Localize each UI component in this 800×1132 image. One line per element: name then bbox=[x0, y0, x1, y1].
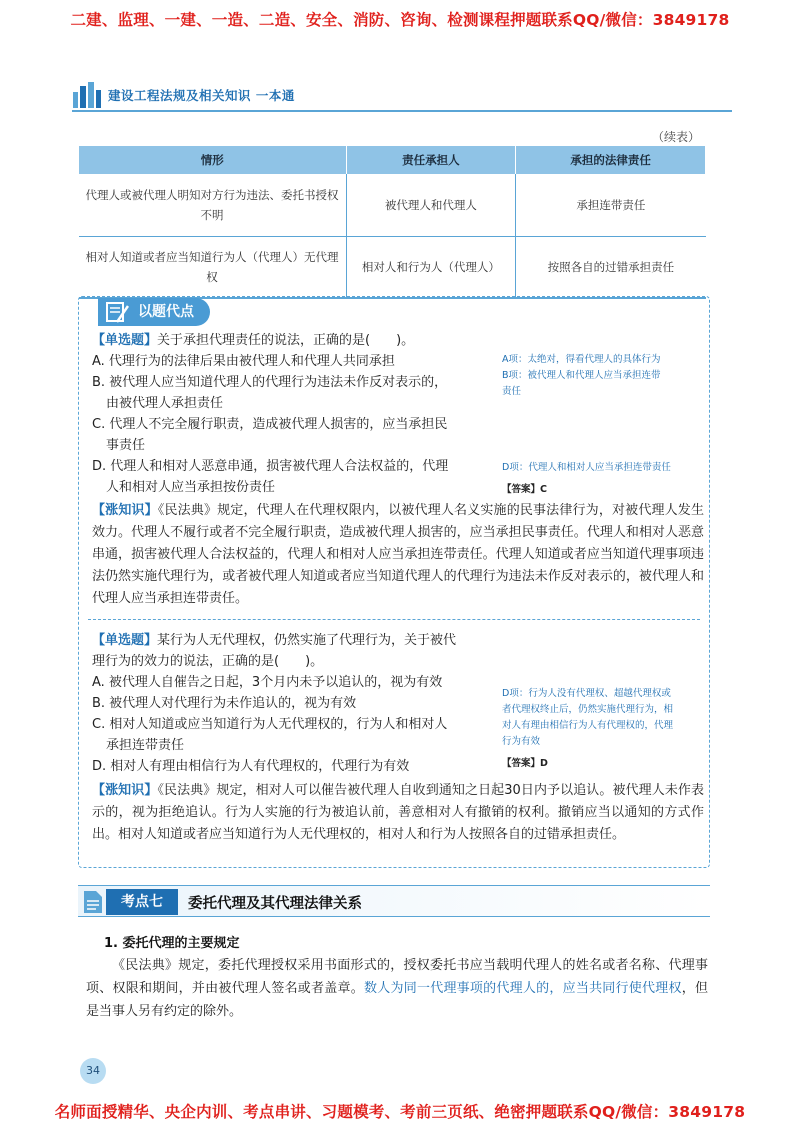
option-c-cont: 承担连带责任 bbox=[106, 738, 185, 753]
section-title: 委托代理及其代理法律关系 bbox=[188, 896, 362, 912]
answer-1: 【答案】C bbox=[502, 484, 547, 495]
note-line: 者代理权终止后，仍然实施代理行为，相 bbox=[502, 704, 674, 715]
question-stem: 某行为人无代理权，仍然实施了代理行为，关于被代 bbox=[157, 633, 457, 648]
question-type: 【单选题】 bbox=[92, 333, 158, 348]
table-cell: 相对人和行为人（代理人） bbox=[346, 236, 516, 298]
note-b-cont: 责任 bbox=[502, 386, 522, 397]
practice-tag-label: 以题代点 bbox=[138, 304, 194, 320]
table-cell: 按照各自的过错承担责任 bbox=[516, 236, 706, 298]
table-cell: 被代理人和代理人 bbox=[346, 174, 516, 236]
option-d-cont: 人和相对人应当承担按份责任 bbox=[106, 480, 276, 495]
table-header: 责任承担人 bbox=[346, 146, 516, 174]
book-title: 建设工程法规及相关知识 一本通 bbox=[108, 88, 295, 103]
divider bbox=[88, 619, 700, 620]
answer-2: 【答案】D bbox=[502, 758, 548, 769]
tip-text: 《民法典》规定，代理人在代理权限内，以被代理人名义实施的民事法律行为，对被代理人发生效力。代理人不履行或者不完全履行职责，造成被代理人损害的，应当承担民事责任。代理人和相对人恶意串通，损害被代理人合法权益的，代理人和相对人应当承担连带责任。代理人知道或者应当知道代理事项违法仍然实施代理行为，或者被代理人知道或者应当知道代理人的代理行为违法未作反对表示的，被代理人和代理人应当承担连带责任。 bbox=[92, 503, 704, 606]
page-number: 34 bbox=[80, 1058, 106, 1084]
side-note-1 bbox=[502, 352, 702, 400]
continued-label: （续表） bbox=[651, 130, 700, 144]
buildings-icon bbox=[72, 82, 102, 108]
option-c-cont: 事责任 bbox=[106, 438, 146, 453]
table-header: 情形 bbox=[79, 146, 347, 174]
table-cell: 代理人或被代理人明知对方行为违法、委托书授权不明 bbox=[79, 174, 347, 236]
side-note-2 bbox=[502, 686, 707, 772]
document-icon bbox=[82, 890, 104, 914]
note-a: A项：太绝对，得看代理人的具体行为 bbox=[502, 354, 661, 365]
option-a: A. 代理行为的法律后果由被代理人和代理人共同承担 bbox=[92, 354, 395, 369]
option-a: A. 被代理人自催告之日起，3个月内未予以追认的，视为有效 bbox=[92, 675, 443, 690]
top-banner: 二建、监理、一建、一造、二造、安全、消防、咨询、检测课程押题联系QQ/微信：3849178 bbox=[70, 11, 730, 29]
option-b-cont: 由被代理人承担责任 bbox=[106, 396, 224, 411]
tip-label: 【涨知识】 bbox=[92, 783, 158, 798]
option-b: B. 被代理人对代理行为未作追认的，视为有效 bbox=[92, 696, 357, 711]
option-c: C. 代理人不完全履行职责，造成被代理人损害的，应当承担民 bbox=[92, 417, 448, 432]
question-stem: 关于承担代理责任的说法，正确的是( )。 bbox=[157, 333, 415, 348]
question-type: 【单选题】 bbox=[92, 633, 158, 648]
pen-icon bbox=[104, 300, 130, 324]
question-stem-cont: 理行为的效力的说法，正确的是( )。 bbox=[92, 654, 324, 669]
practice-tag bbox=[98, 298, 210, 326]
body-text: 《民法典》规定，委托代理授权采用书面形式的，授权委托书应当载明代理人的姓名或者名称、代理事项、权限和期间，并由被代理人签名或者盖章。 bbox=[86, 958, 708, 996]
note-line: 行为有效 bbox=[502, 736, 541, 747]
table-cell: 相对人知道或者应当知道行为人（代理人）无代理权 bbox=[79, 236, 347, 298]
book-header bbox=[72, 80, 732, 112]
option-d: D. 相对人有理由相信行为人有代理权的，代理行为有效 bbox=[92, 759, 410, 774]
note-d: D项：代理人和相对人应当承担连带责任 bbox=[502, 462, 671, 473]
option-b: B. 被代理人应当知道代理人的代理行为违法未作反对表示的， bbox=[92, 375, 448, 390]
question-1 bbox=[92, 330, 492, 498]
note-line: 对人有理由相信行为人有代理权的，代理 bbox=[502, 720, 674, 731]
note-b: B项：被代理人和代理人应当承担连带 bbox=[502, 370, 661, 381]
table-cell: 承担连带责任 bbox=[516, 174, 706, 236]
option-c: C. 相对人知道或应当知道行为人无代理权的，行为人和相对人 bbox=[92, 717, 448, 732]
tip-1 bbox=[92, 500, 704, 610]
body-highlight: 数人为同一代理事项的代理人的，应当共同行使代理权 bbox=[364, 981, 682, 996]
side-note-1b bbox=[502, 460, 702, 498]
bottom-banner: 名师面授精华、央企内训、考点串讲、习题模考、考前三页纸、绝密押题联系QQ/微信：3849178 bbox=[54, 1103, 746, 1121]
section-number: 考点七 bbox=[106, 889, 178, 915]
option-d: D. 代理人和相对人恶意串通，损害被代理人合法权益的，代理 bbox=[92, 459, 449, 474]
liability-table bbox=[78, 146, 706, 299]
note-line: D项：行为人没有代理权、超越代理权或 bbox=[502, 688, 671, 699]
body-paragraph bbox=[86, 954, 708, 1023]
table-header-row bbox=[79, 146, 706, 174]
tip-2 bbox=[92, 780, 704, 846]
table-header: 承担的法律责任 bbox=[516, 146, 706, 174]
sub-heading: 1. 委托代理的主要规定 bbox=[104, 936, 240, 951]
question-2 bbox=[92, 630, 492, 777]
table-row bbox=[79, 236, 706, 298]
table-row bbox=[79, 174, 706, 236]
body-tail: ，但是当事人另有约定的除外。 bbox=[86, 981, 708, 1019]
tip-label: 【涨知识】 bbox=[92, 503, 158, 518]
tip-text: 《民法典》规定，相对人可以催告被代理人自收到通知之日起30日内予以追认。被代理人未作表示的，视为拒绝追认。行为人实施的行为被追认前，善意相对人有撤销的权利。撤销应当以通知的方式作出。相对人知道或者应当知道行为人无代理权的，相对人和行为人按照各自的过错承担责任。 bbox=[92, 783, 704, 842]
section-bar bbox=[78, 885, 710, 917]
